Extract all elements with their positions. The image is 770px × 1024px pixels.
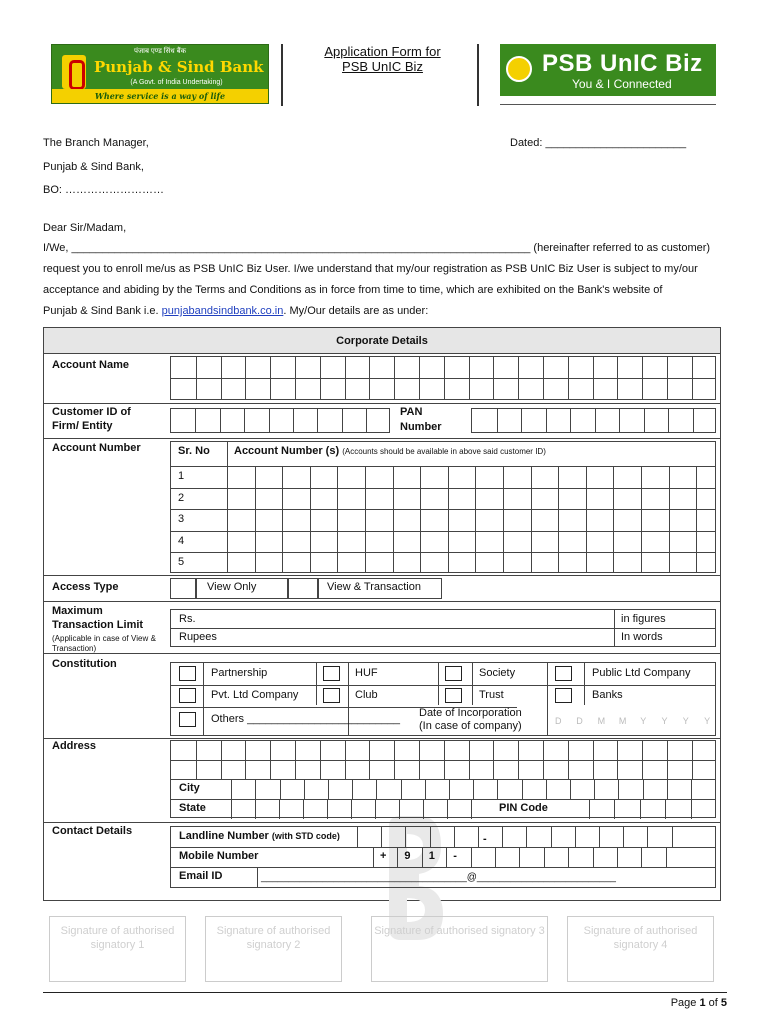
grid-cell-divider	[303, 799, 304, 819]
grid-row-divider	[171, 531, 715, 532]
grid-cell-divider	[471, 847, 472, 867]
grid-cell-divider	[641, 847, 642, 867]
grid-cell-divider	[617, 847, 618, 867]
constitution-label: Constitution	[52, 658, 117, 670]
text: (with STD code)	[271, 831, 340, 841]
account-row-number: 3	[178, 513, 185, 525]
grid-cell-divider	[399, 799, 400, 819]
divider	[44, 575, 720, 576]
text: Landline Number	[179, 830, 269, 842]
corporate-details-form	[43, 327, 721, 901]
grid-cell-divider	[643, 779, 644, 799]
text: Firm/ Entity	[52, 420, 113, 432]
divider	[171, 685, 715, 686]
divider	[203, 663, 204, 735]
account-name-grid[interactable]	[170, 356, 716, 400]
text: of	[705, 997, 721, 1009]
title-line-1: Application Form for	[324, 44, 441, 59]
grid-cell-divider	[473, 779, 474, 799]
grid-cell-divider	[617, 741, 618, 779]
grid-row-divider	[171, 466, 715, 467]
grid-cell-divider	[589, 799, 590, 819]
grid-cell-divider	[337, 466, 338, 572]
grid-cell-divider	[642, 741, 643, 779]
max-limit-label	[52, 604, 143, 632]
partnership-label: Partnership	[211, 667, 268, 679]
grid-cell-divider	[231, 779, 232, 799]
grid-cell-divider	[304, 779, 305, 799]
partnership-checkbox[interactable]	[179, 666, 196, 681]
grid-cell-divider	[568, 847, 569, 867]
view-only-label: View Only	[207, 581, 257, 593]
grid-cell-divider	[196, 357, 197, 399]
grid-cell-divider	[647, 827, 648, 847]
header-divider	[477, 44, 479, 106]
grid-cell-divider	[551, 827, 552, 847]
header-rule	[500, 104, 716, 105]
grid-cell-divider	[568, 357, 569, 399]
grid-cell-divider	[195, 409, 196, 432]
bank-name-hindi: पंजाब एण्ड सिंध बैंक	[134, 48, 186, 55]
date-hint: M	[618, 716, 627, 726]
grid-cell-divider	[375, 799, 376, 819]
grid-cell-divider	[526, 827, 527, 847]
rupees-field[interactable]: Rupees	[179, 631, 217, 643]
pin-code-grid[interactable]	[563, 799, 715, 819]
grid-cell-divider	[693, 409, 694, 432]
city-label: City	[179, 782, 200, 794]
account-row-number: 4	[178, 534, 185, 547]
bank-name: Punjab & Sind Bank	[94, 58, 264, 76]
public-ltd-checkbox[interactable]	[555, 666, 572, 681]
grid-cell-divider	[575, 827, 576, 847]
branch-office-field[interactable]: BO: ………………………	[43, 184, 165, 196]
bank-line: Punjab & Sind Bank,	[43, 161, 144, 173]
limit-note: (Applicable in case of View & Transaction)	[52, 634, 156, 653]
grid-cell-divider	[518, 741, 519, 779]
grid-cell-divider	[231, 799, 232, 819]
grid-cell-divider	[397, 847, 398, 867]
grid-cell-divider	[295, 357, 296, 399]
divider	[171, 867, 715, 868]
grid-cell-divider	[320, 357, 321, 399]
divider	[438, 663, 439, 705]
grid-cell-divider	[543, 741, 544, 779]
brand-subtitle: You & I Connected	[572, 77, 672, 91]
text: Account Number (s)	[234, 445, 340, 457]
grid-cell-divider	[642, 357, 643, 399]
text: (In case of company)	[419, 720, 522, 732]
grid-cell-divider	[423, 799, 424, 819]
grid-cell-divider	[691, 779, 692, 799]
grid-cell-divider	[471, 799, 472, 819]
banks-label: Banks	[592, 689, 623, 701]
text: Page	[670, 997, 700, 1009]
date-hint: M	[597, 716, 606, 726]
sr-no-header: Sr. No	[178, 445, 210, 457]
landline-label	[179, 830, 340, 842]
grid-cell-divider	[394, 357, 395, 399]
grid-cell-divider	[619, 409, 620, 432]
salutation: Dear Sir/Madam,	[43, 222, 127, 234]
grid-cell-divider	[665, 799, 666, 819]
divider	[44, 738, 720, 739]
customer-id-label	[52, 405, 158, 433]
divider	[584, 663, 585, 705]
grid-cell-divider	[667, 779, 668, 799]
mobile-label: Mobile Number	[179, 850, 259, 862]
divider	[44, 822, 720, 823]
divider	[257, 867, 258, 887]
state-grid[interactable]	[207, 799, 495, 819]
grid-cell-divider	[245, 357, 246, 399]
grid-cell-divider	[430, 827, 431, 847]
grid-cell-divider	[593, 357, 594, 399]
account-name-label: Account Name	[52, 359, 130, 371]
view-transaction-checkbox[interactable]	[288, 578, 318, 599]
grid-cell-divider	[546, 779, 547, 799]
grid-cell-divider	[546, 409, 547, 432]
paragraph-line	[43, 301, 727, 322]
grid-cell-divider	[503, 466, 504, 572]
email-field[interactable]: _____________________________________@_________________________	[261, 872, 616, 883]
state-label: State	[179, 802, 206, 814]
public-ltd-label: Public Ltd Company	[592, 667, 691, 679]
landline-grid[interactable]	[357, 827, 715, 847]
grid-cell-divider	[245, 741, 246, 779]
text: Date of Incorporation	[419, 707, 522, 719]
email-label: Email ID	[179, 870, 223, 882]
grid-cell-divider	[279, 799, 280, 819]
grid-cell-divider	[422, 847, 423, 867]
date-hint: Y	[682, 716, 689, 726]
pin-code-label: PIN Code	[499, 802, 548, 814]
bank-tagline: Where service is a way of life	[52, 89, 268, 103]
grid-cell-divider	[280, 779, 281, 799]
divider	[614, 610, 615, 646]
grid-cell-divider	[593, 741, 594, 779]
grid-row-divider	[171, 488, 715, 489]
in-words-label: In words	[621, 631, 663, 643]
grid-cell-divider	[419, 741, 420, 779]
text: . My/Our details are as under:	[283, 305, 429, 317]
club-checkbox[interactable]	[323, 688, 340, 703]
divider	[472, 663, 473, 705]
grid-cell-divider	[669, 466, 670, 572]
page-number	[671, 997, 727, 1009]
account-numbers-header	[234, 445, 546, 457]
page-title	[285, 44, 480, 74]
grid-cell-divider	[446, 847, 447, 867]
grid-cell-divider	[365, 466, 366, 572]
date-hint: Y	[640, 716, 647, 726]
grid-cell-divider	[568, 741, 569, 779]
grid-cell-divider	[544, 847, 545, 867]
grid-cell-divider	[623, 827, 624, 847]
pan-label-2: Number	[400, 421, 442, 433]
view-only-option	[196, 578, 288, 599]
divider	[227, 442, 228, 466]
punjab-sind-bank-logo	[51, 44, 269, 104]
constitution-box	[170, 662, 716, 736]
view-only-checkbox[interactable]	[170, 578, 196, 599]
grid-cell-divider	[570, 779, 571, 799]
grid-cell-divider	[317, 409, 318, 432]
grid-cell-divider	[352, 779, 353, 799]
title-line-2: PSB UnIC Biz	[342, 59, 423, 74]
grid-cell-divider	[328, 779, 329, 799]
grid-cell-divider	[617, 357, 618, 399]
signature-box-4[interactable]: Signature of authorised signatory 4	[567, 916, 714, 982]
text: Transaction Limit	[52, 619, 144, 631]
in-figures-label: in figures	[621, 613, 666, 625]
grid-cell-divider	[293, 409, 294, 432]
address-box	[170, 740, 716, 818]
grid-cell-divider	[667, 357, 668, 399]
grid-cell-divider	[469, 741, 470, 779]
grid-cell-divider	[351, 799, 352, 819]
signature-box-3[interactable]: Signature of authorised signatory 3	[371, 916, 548, 982]
mobile-prefix-char: +	[380, 850, 387, 862]
club-label: Club	[355, 689, 378, 701]
signature-box-1[interactable]: Signature of authorised signatory 1	[49, 916, 186, 982]
grid-cell-divider	[255, 466, 256, 572]
access-type-label: Access Type	[52, 581, 119, 593]
grid-cell-divider	[692, 741, 693, 779]
text: Maximum	[52, 605, 103, 617]
intro-paragraph	[43, 238, 727, 322]
divider	[44, 601, 720, 602]
grid-cell-divider	[666, 847, 667, 867]
grid-cell-divider	[593, 847, 594, 867]
grid-cell-divider	[495, 847, 496, 867]
grid-cell-divider	[478, 827, 479, 847]
banks-checkbox[interactable]	[555, 688, 572, 703]
date-hint: D	[555, 716, 562, 726]
grid-cell-divider	[493, 357, 494, 399]
grid-cell-divider	[255, 799, 256, 819]
date-hint: D	[576, 716, 583, 726]
dated-field[interactable]: Dated: _______________________	[510, 137, 687, 149]
grid-cell-divider	[672, 827, 673, 847]
grid-cell-divider	[345, 357, 346, 399]
bank-undertaking: (A Govt. of India Undertaking)	[130, 79, 223, 86]
section-title: Corporate Details	[44, 328, 720, 354]
grid-cell-divider	[521, 409, 522, 432]
grid-cell-divider	[270, 741, 271, 779]
grid-cell-divider	[668, 409, 669, 432]
grid-cell-divider	[244, 409, 245, 432]
psb-unic-biz-logo	[500, 44, 716, 96]
text: 1	[699, 997, 706, 1009]
account-number-table	[170, 441, 716, 573]
pan-label: PAN	[400, 406, 423, 418]
grid-cell-divider	[640, 799, 641, 819]
text: (Accounts should be available in above said customer ID)	[342, 447, 546, 456]
grid-cell-divider	[497, 409, 498, 432]
grid-cell-divider	[519, 847, 520, 867]
grid-row-divider	[171, 552, 715, 553]
account-row-number: 2	[178, 491, 185, 504]
date-of-incorporation-label	[419, 707, 522, 733]
grid-cell-divider	[369, 357, 370, 399]
grid-cell-divider	[282, 466, 283, 572]
grid-cell-divider	[381, 827, 382, 847]
customer-name-line[interactable]: I/We, ___________________________________________________________________________ (hereinafter referred to as customer)	[43, 242, 711, 254]
grid-cell-divider	[641, 466, 642, 572]
grid-cell-divider	[394, 741, 395, 779]
grid-cell-divider	[447, 799, 448, 819]
grid-cell-divider	[405, 827, 406, 847]
grid-cell-divider	[366, 409, 367, 432]
bank-emblem-icon	[62, 55, 86, 89]
divider	[44, 438, 720, 439]
grid-cell-divider	[373, 847, 374, 867]
footer-rule	[43, 992, 727, 993]
grid-cell-divider	[614, 799, 615, 819]
text: 5	[720, 997, 727, 1009]
grid-cell-divider	[518, 357, 519, 399]
date-hint: Y	[704, 716, 711, 726]
divider	[44, 653, 720, 654]
others-checkbox[interactable]	[179, 712, 196, 727]
contact-details-label: Contact Details	[52, 825, 133, 837]
grid-cell-divider	[320, 741, 321, 779]
trust-label: Trust	[479, 689, 504, 701]
account-number-label: Account Number	[52, 442, 141, 454]
pan-number-grid[interactable]	[471, 408, 716, 433]
address-label: Address	[52, 740, 97, 752]
account-row-number: 1	[178, 470, 185, 482]
divider	[44, 403, 720, 404]
grid-cell-divider	[221, 357, 222, 399]
trust-checkbox[interactable]	[445, 688, 462, 703]
signature-box-2[interactable]: Signature of authorised signatory 2	[205, 916, 342, 982]
grid-cell-divider	[493, 741, 494, 779]
grid-cell-divider	[644, 409, 645, 432]
brand-emblem-icon	[506, 56, 532, 82]
society-checkbox[interactable]	[445, 666, 462, 681]
grid-cell-divider	[345, 741, 346, 779]
addressee: The Branch Manager,	[43, 137, 149, 149]
address-grid[interactable]	[171, 741, 715, 779]
grid-cell-divider	[420, 466, 421, 572]
text: Punjab & Sind Bank i.e.	[43, 305, 162, 317]
grid-cell-divider	[595, 409, 596, 432]
grid-cell-divider	[401, 779, 402, 799]
grid-cell-divider	[269, 409, 270, 432]
grid-cell-divider	[558, 466, 559, 572]
date-hint: Y	[661, 716, 668, 726]
header-divider	[281, 44, 283, 106]
grid-cell-divider	[270, 357, 271, 399]
city-grid[interactable]	[207, 779, 715, 799]
grid-row-divider	[171, 509, 715, 510]
grid-cell-divider	[444, 357, 445, 399]
grid-cell-divider	[449, 779, 450, 799]
divider	[171, 628, 715, 629]
grid-cell-divider	[497, 779, 498, 799]
grid-cell-divider	[448, 466, 449, 572]
grid-cell-divider	[531, 466, 532, 572]
mobile-grid[interactable]	[373, 847, 715, 867]
grid-cell-divider	[310, 466, 311, 572]
grid-cell-divider	[667, 741, 668, 779]
grid-cell-divider	[454, 827, 455, 847]
account-row-number: 5	[178, 556, 185, 568]
grid-cell-divider	[475, 466, 476, 572]
grid-cell-divider	[327, 799, 328, 819]
grid-cell-divider	[543, 357, 544, 399]
grid-cell-divider	[419, 357, 420, 399]
grid-cell-divider	[295, 741, 296, 779]
text: Customer ID of	[52, 406, 131, 418]
grid-cell-divider	[255, 779, 256, 799]
mobile-prefix-char: 1	[428, 850, 435, 862]
website-link[interactable]: punjabandsindbank.co.in	[161, 305, 284, 317]
grid-cell-divider	[196, 741, 197, 779]
huf-label: HUF	[355, 667, 378, 679]
grid-cell-divider	[692, 357, 693, 399]
others-field[interactable]: Others _________________________	[211, 713, 401, 725]
grid-cell-divider	[220, 409, 221, 432]
grid-cell-divider	[444, 741, 445, 779]
contact-box	[170, 826, 716, 888]
pvt-ltd-label: Pvt. Ltd Company	[211, 689, 299, 701]
grid-cell-divider	[221, 741, 222, 779]
brand-name: PSB UnIC Biz	[542, 50, 703, 77]
society-label: Society	[479, 667, 516, 679]
mobile-prefix-char: -	[453, 850, 457, 862]
landline-dash: -	[483, 833, 487, 845]
grid-cell-divider	[691, 799, 692, 819]
grid-cell-divider	[393, 466, 394, 572]
grid-cell-divider	[613, 466, 614, 572]
grid-cell-divider	[469, 357, 470, 399]
mobile-prefix-char: 9	[404, 850, 411, 862]
huf-checkbox[interactable]	[323, 666, 340, 681]
rs-field[interactable]: Rs.	[179, 613, 196, 625]
limit-box	[170, 609, 716, 647]
grid-cell-divider	[425, 779, 426, 799]
grid-cell-divider	[502, 827, 503, 847]
grid-cell-divider	[342, 409, 343, 432]
grid-cell-divider	[570, 409, 571, 432]
paragraph-line: acceptance and abiding by the Terms and Conditions as in force from time to time, which are exhibited on the Bank's website of	[43, 284, 663, 296]
grid-cell-divider	[369, 741, 370, 779]
grid-cell-divider	[594, 779, 595, 799]
paragraph-line: request you to enroll me/us as PSB UnIC Biz User. I/we understand that my/our registration as PSB UnIC Biz User is subject to my/our	[43, 263, 698, 275]
customer-id-grid[interactable]	[170, 408, 390, 433]
grid-cell-divider	[357, 827, 358, 847]
divider	[316, 663, 317, 705]
grid-cell-divider	[618, 779, 619, 799]
grid-cell-divider	[376, 779, 377, 799]
grid-cell-divider	[522, 779, 523, 799]
grid-cell-divider	[599, 827, 600, 847]
grid-cell-divider	[227, 466, 228, 572]
pvt-ltd-checkbox[interactable]	[179, 688, 196, 703]
view-transaction-option	[318, 578, 442, 599]
grid-cell-divider	[586, 466, 587, 572]
date-of-incorporation-grid[interactable]	[547, 707, 717, 737]
view-transaction-label: View & Transaction	[327, 581, 421, 593]
grid-cell-divider	[696, 466, 697, 572]
